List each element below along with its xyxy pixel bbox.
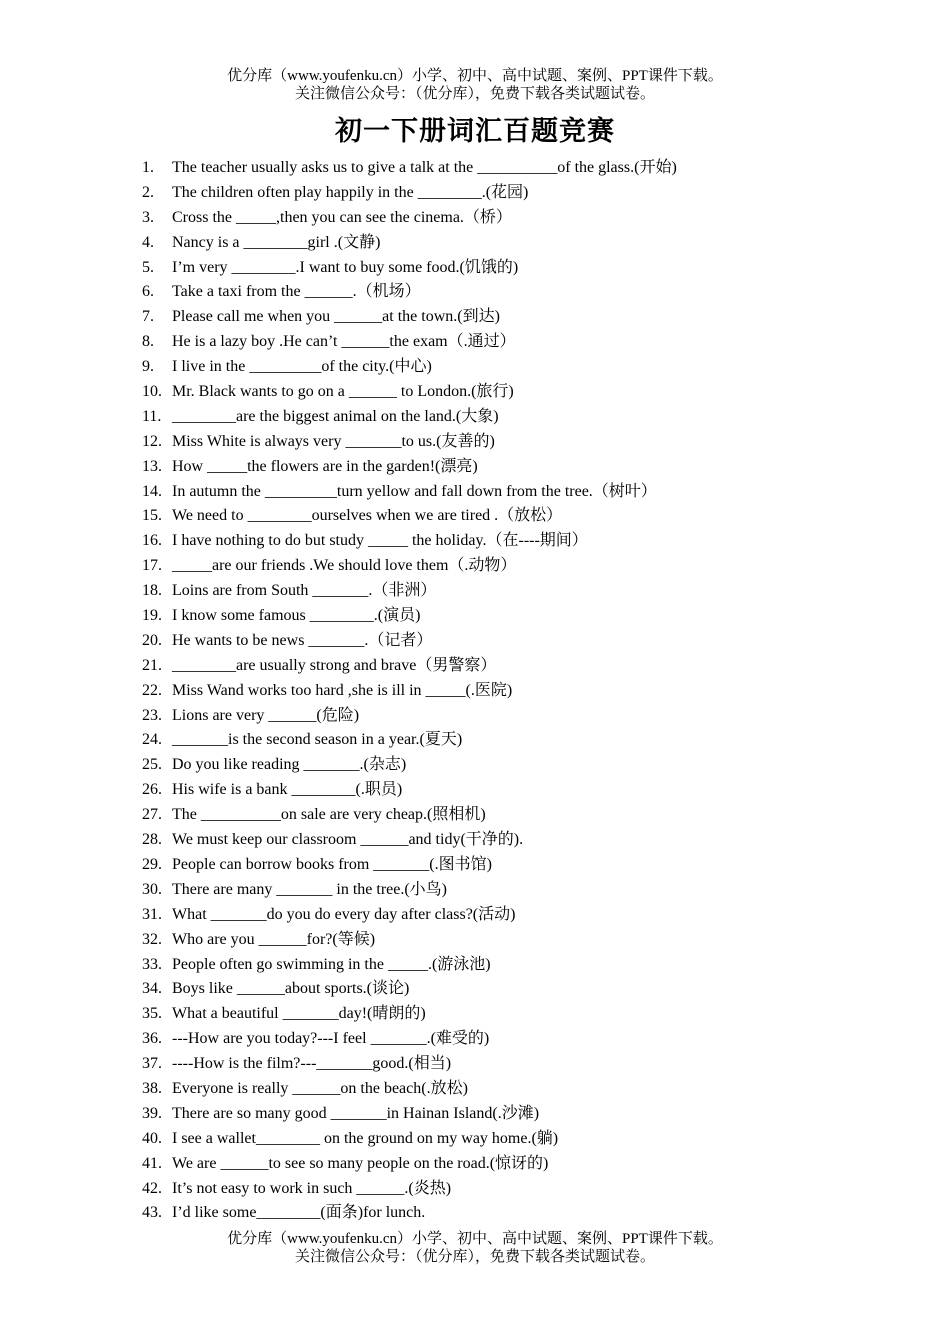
question-item <box>142 256 910 281</box>
question-item <box>142 1077 910 1102</box>
question-text: ---How are you today?---I feel _______.(难受的) <box>172 1030 490 1048</box>
question-text: Cross the _____,then you can see the cinema.（桥） <box>172 208 512 226</box>
question-text: How _____the flowers are in the garden!(漂亮) <box>172 457 478 475</box>
question-item <box>142 778 910 803</box>
question-item <box>142 280 910 305</box>
page-footer <box>0 1230 950 1266</box>
question-text: I’d like some________(面条)for lunch. <box>172 1204 426 1222</box>
question-item <box>142 753 910 778</box>
question-text: We need to ________ourselves when we are tired .（放松） <box>172 507 563 525</box>
question-text: ________are the biggest animal on the land.(大象) <box>172 407 499 425</box>
question-number: 20. <box>142 631 162 649</box>
question-number: 7. <box>142 308 154 326</box>
question-item <box>142 206 910 231</box>
question-number: 33. <box>142 955 162 973</box>
question-item <box>142 504 910 529</box>
question-number: 32. <box>142 930 162 948</box>
page-header <box>0 67 950 103</box>
question-item <box>142 878 910 903</box>
question-number: 30. <box>142 880 162 898</box>
question-text: It’s not easy to work in such ______.(炎热) <box>172 1179 452 1197</box>
question-item <box>142 1027 910 1052</box>
question-list <box>142 156 910 1226</box>
question-item <box>142 953 910 978</box>
question-item <box>142 853 910 878</box>
question-number: 35. <box>142 1005 162 1023</box>
question-number: 11. <box>142 407 162 425</box>
question-text: I’m very ________.I want to buy some food.(饥饿的) <box>172 258 519 276</box>
question-text: Loins are from South _______.（非洲） <box>172 582 437 600</box>
question-item <box>142 480 910 505</box>
page-title: 初一下册词汇百题竞赛 <box>335 116 615 146</box>
question-text: Mr. Black wants to go on a ______ to London.(旅行) <box>172 383 514 401</box>
question-item <box>142 405 910 430</box>
question-item <box>142 355 910 380</box>
question-number: 38. <box>142 1079 162 1097</box>
question-text: What _______do you do every day after class?(活动) <box>172 905 516 923</box>
question-text: Please call me when you ______at the town.(到达) <box>172 308 500 326</box>
header-line-2: 关注微信公众号：（优分库），免费下载各类试题试卷。 <box>294 86 655 102</box>
question-number: 42. <box>142 1179 162 1197</box>
question-item <box>142 1201 910 1226</box>
question-item <box>142 679 910 704</box>
question-item <box>142 903 910 928</box>
question-text: ________are usually strong and brave（男警察） <box>172 656 497 674</box>
question-text: People often go swimming in the _____.(游泳池) <box>172 955 491 973</box>
question-item <box>142 604 910 629</box>
question-text: People can borrow books from _______(.图书馆) <box>172 855 492 873</box>
question-item <box>142 704 910 729</box>
question-number: 1. <box>142 159 154 176</box>
question-number: 25. <box>142 756 162 774</box>
question-item <box>142 380 910 405</box>
question-item <box>142 1177 910 1202</box>
question-number: 16. <box>142 532 162 550</box>
question-text: Who are you ______for?(等候) <box>172 930 376 948</box>
question-text: What a beautiful _______day!(晴朗的) <box>172 1005 426 1023</box>
question-item <box>142 455 910 480</box>
question-item <box>142 1052 910 1077</box>
question-text: He wants to be news _______.（记者） <box>172 631 433 649</box>
question-text: We are ______to see so many people on the road.(惊讶的) <box>172 1154 549 1172</box>
question-text: Do you like reading _______.(杂志) <box>172 756 407 774</box>
question-number: 36. <box>142 1030 162 1048</box>
question-item <box>142 1152 910 1177</box>
question-number: 2. <box>142 183 154 201</box>
question-number: 28. <box>142 831 162 849</box>
question-item <box>142 654 910 679</box>
question-text: _______is the second season in a year.(夏天) <box>172 731 463 749</box>
question-number: 22. <box>142 681 162 699</box>
question-item <box>142 728 910 753</box>
question-item <box>142 803 910 828</box>
question-text: In autumn the _________turn yellow and fall down from the tree.（树叶） <box>172 482 657 500</box>
question-text: I have nothing to do but study _____ the holiday.（在----期间） <box>172 532 588 550</box>
question-item <box>142 1127 910 1152</box>
question-number: 41. <box>142 1154 162 1172</box>
question-number: 26. <box>142 781 162 799</box>
question-number: 40. <box>142 1129 162 1147</box>
question-number: 43. <box>142 1204 162 1222</box>
question-text: Miss White is always very _______to us.(友善的) <box>172 432 495 450</box>
question-text: I know some famous ________.(演员) <box>172 607 421 625</box>
question-number: 29. <box>142 855 162 873</box>
question-text: Boys like ______about sports.(谈论) <box>172 980 410 998</box>
question-item <box>142 430 910 455</box>
question-text: There are so many good _______in Hainan Island(.沙滩) <box>172 1104 540 1122</box>
question-item <box>142 330 910 355</box>
question-number: 3. <box>142 208 154 226</box>
question-number: 23. <box>142 706 162 724</box>
question-text: _____are our friends .We should love them（.动物） <box>172 557 517 575</box>
question-text: ----How is the film?---_______good.(相当) <box>172 1055 452 1073</box>
footer-line-2: 关注微信公众号：（优分库），免费下载各类试题试卷。 <box>294 1249 655 1265</box>
question-item <box>142 828 910 853</box>
question-text: Miss Wand works too hard ,she is ill in _____(.医院) <box>172 681 513 699</box>
question-number: 14. <box>142 482 162 500</box>
question-number: 6. <box>142 283 154 301</box>
question-text: The children often play happily in the ________.(花园) <box>172 183 529 201</box>
question-number: 21. <box>142 656 162 674</box>
question-text: His wife is a bank ________(.职员) <box>172 781 403 799</box>
question-text: The __________on sale are very cheap.(照相机) <box>172 806 486 824</box>
footer-line-1: 优分库（www.youfenku.cn）小学、初中、高中试题、案例、PPT课件下载。 <box>227 1231 723 1247</box>
question-number: 19. <box>142 607 162 625</box>
question-number: 34. <box>142 980 162 998</box>
question-item <box>142 928 910 953</box>
question-text: Everyone is really ______on the beach(.放松) <box>172 1079 468 1097</box>
question-number: 31. <box>142 905 162 923</box>
question-number: 10. <box>142 383 162 401</box>
question-number: 24. <box>142 731 162 749</box>
question-item <box>142 181 910 206</box>
question-number: 15. <box>142 507 162 525</box>
header-line-1: 优分库（www.youfenku.cn）小学、初中、高中试题、案例、PPT课件下载。 <box>227 68 723 84</box>
question-item <box>142 977 910 1002</box>
question-text: There are many _______ in the tree.(小鸟) <box>172 880 448 898</box>
question-text: I live in the _________of the city.(中心) <box>172 358 432 376</box>
question-text: We must keep our classroom ______and tidy(干净的). <box>172 831 524 849</box>
question-text: Nancy is a ________girl .(文静) <box>172 233 381 251</box>
question-number: 18. <box>142 582 162 600</box>
question-item <box>142 554 910 579</box>
question-number: 4. <box>142 233 154 251</box>
question-number: 8. <box>142 333 154 351</box>
question-number: 12. <box>142 432 162 450</box>
question-number: 17. <box>142 557 162 575</box>
question-number: 9. <box>142 358 154 376</box>
question-item <box>142 629 910 654</box>
question-number: 37. <box>142 1055 162 1073</box>
question-number: 27. <box>142 806 162 824</box>
question-number: 13. <box>142 457 162 475</box>
question-item <box>142 305 910 330</box>
question-text: I see a wallet________ on the ground on my way home.(躺) <box>172 1129 559 1147</box>
question-text: The teacher usually asks us to give a talk at the __________of the glass.(开始) <box>172 159 677 176</box>
question-item <box>142 579 910 604</box>
question-number: 5. <box>142 258 154 276</box>
question-item <box>142 1002 910 1027</box>
question-text: Lions are very ______(危险) <box>172 706 360 724</box>
question-text: He is a lazy boy .He can’t ______the exam（.通过） <box>172 333 516 351</box>
question-item <box>142 529 910 554</box>
question-item <box>142 231 910 256</box>
question-item <box>142 1102 910 1127</box>
question-item <box>142 156 910 181</box>
question-text: Take a taxi from the ______.（机场） <box>172 283 421 301</box>
question-number: 39. <box>142 1104 162 1122</box>
